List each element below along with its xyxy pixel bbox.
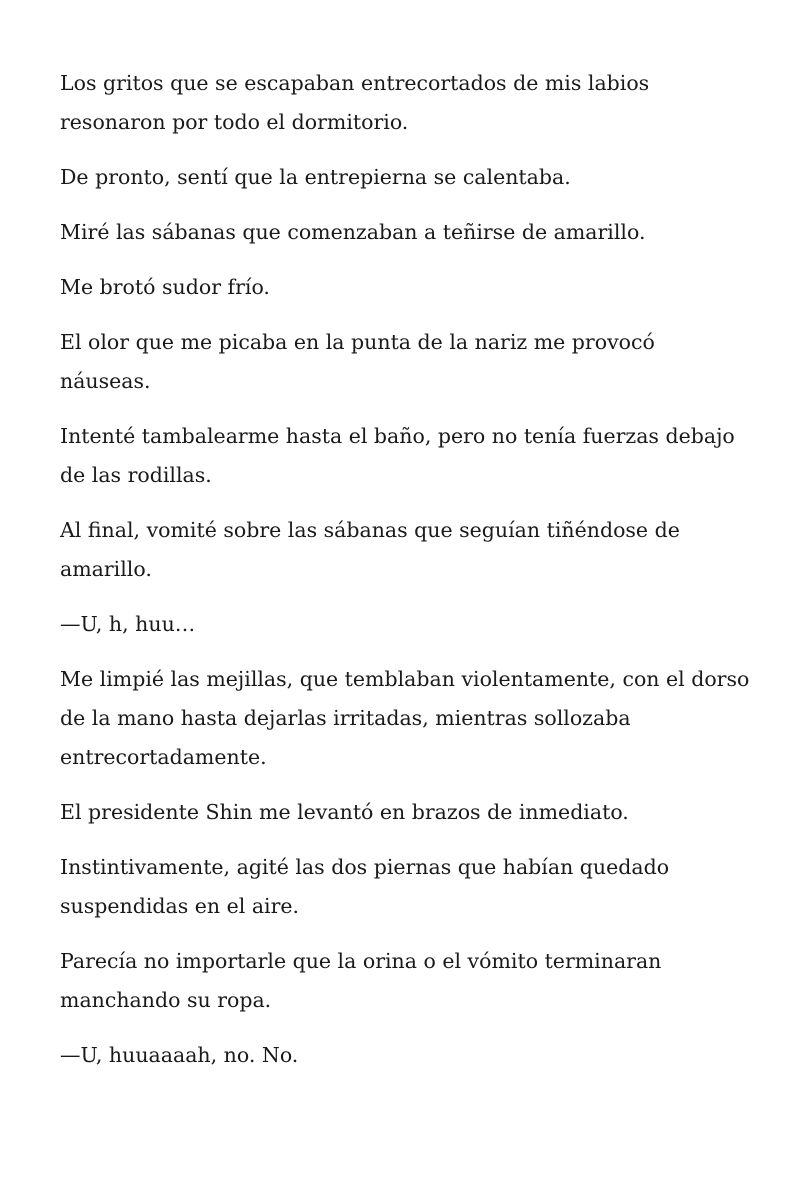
paragraph: Instintivamente, agité las dos piernas que habían quedado suspendidas en el aire. [60,855,670,918]
paragraph: Los gritos que se escapaban entrecortados de mis labios resonaron por todo el dormitorio. [60,71,650,134]
dialogue-line: —U, h, huu… [60,612,196,636]
paragraph: Al final, vomité sobre las sábanas que seguían tiñéndose de amarillo. [60,518,680,581]
document-page [60,64,750,1091]
paragraph: Intenté tambalearme hasta el baño, pero no tenía fuerzas debajo de las rodillas. [60,424,735,487]
dialogue-line: —U, huuaaaah, no. No. [60,1043,299,1067]
paragraph: Me limpié las mejillas, que temblaban violentamente, con el dorso de la mano hasta dejarlas irritadas, mientras sollozaba entrecortadamente. [60,667,750,769]
paragraph: El olor que me picaba en la punta de la nariz me provocó náuseas. [60,330,655,393]
paragraph: Miré las sábanas que comenzaban a teñirse de amarillo. [60,220,646,244]
paragraph: Parecía no importarle que la orina o el vómito terminaran manchando su ropa. [60,949,662,1012]
paragraph: El presidente Shin me levantó en brazos de inmediato. [60,800,629,824]
paragraph: Me brotó sudor frío. [60,275,270,299]
paragraph: De pronto, sentí que la entrepierna se calentaba. [60,165,571,189]
